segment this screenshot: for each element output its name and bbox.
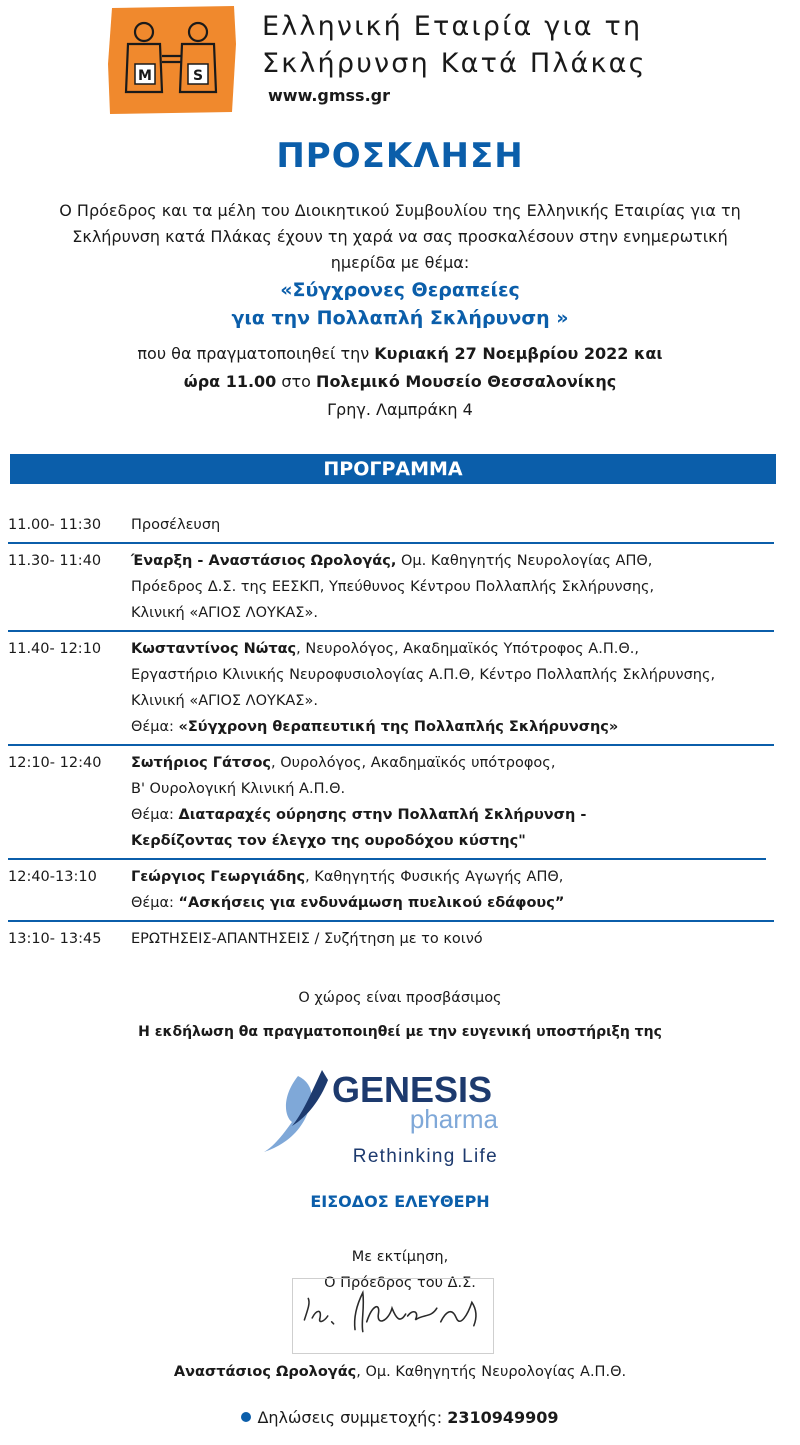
event-venue-line (0, 368, 800, 396)
program-line-bold: «Σύγχρονη θεραπευτική της Πολλαπλής Σκλήρυνσης» (178, 719, 619, 735)
program-line-prefix: Θέμα: (131, 895, 179, 911)
program-line (131, 636, 800, 662)
intro-line2: Σκλήρυνση κατά Πλάκας έχουν τη χαρά να σας προσκαλέσουν στην ενημερωτική (72, 227, 728, 246)
program-time: 12:40-13:10 (8, 869, 97, 885)
program-line (131, 600, 800, 626)
program-heading: ΠΡΟΓΡΑΜΜΑ (10, 454, 776, 484)
page-title: ΠΡΟΣΚΛΗΣΗ (276, 136, 524, 176)
org-name-line1: Ελληνική Εταιρία για τη (262, 11, 643, 42)
program-line-text: Ομ. Καθηγητής Νευρολογίας ΑΠΘ, (396, 553, 653, 569)
support-note: Η εκδήλωση θα πραγματοποιηθεί με την ευγενική υποστήριξη της (138, 1024, 662, 1040)
event-time: ώρα 11.00 (183, 372, 277, 391)
program-time: 13:10- 13:45 (8, 931, 102, 947)
program-line-text: Κλινική «ΑΓΙΟΣ ΛΟΥΚΑΣ». (131, 605, 318, 621)
program-row (0, 632, 800, 744)
event-details (0, 340, 800, 424)
program-time: 11.40- 12:10 (8, 641, 102, 657)
signature-image (292, 1278, 494, 1354)
sponsor-sub: pharma (409, 1104, 498, 1134)
bullet-icon (241, 1412, 251, 1422)
program-description (131, 746, 800, 858)
sponsor-tagline: Rethinking Life (352, 1146, 498, 1167)
program-line (131, 890, 800, 916)
program-line-prefix: Θέμα: (131, 807, 179, 823)
regards-line1: Με εκτίμηση, (351, 1249, 449, 1265)
accessibility-note: Ο χώρος είναι προσβάσιμος (298, 990, 502, 1006)
program-time: 11.00- 11:30 (8, 517, 102, 533)
intro-line3: ημερίδα με θέμα: (330, 253, 470, 272)
program-description (131, 860, 800, 920)
program-time: 11.30- 11:40 (8, 553, 102, 569)
program-description (131, 632, 800, 744)
program-line (131, 750, 800, 776)
contact-phone[interactable]: 2310949909 (447, 1408, 559, 1427)
signer-title: , Ομ. Καθηγητής Νευρολογίας Α.Π.Θ. (356, 1364, 627, 1380)
program-line (131, 828, 800, 854)
program-line-bold: Γεώργιος Γεωργιάδης (131, 869, 306, 885)
program-line (131, 574, 800, 600)
program-line-bold: Έναρξη - Αναστάσιος Ωρολογάς, (131, 553, 397, 569)
program-time: 12:10- 12:40 (8, 755, 102, 771)
contact-label: Δηλώσεις συμμετοχής: (257, 1408, 448, 1427)
topic-line1: «Σύγχρονες Θεραπείες (280, 279, 520, 301)
program-row (0, 544, 800, 630)
program-row (0, 508, 800, 542)
org-name-line2: Σκλήρυνση Κατά Πλάκας (262, 48, 647, 79)
program-line-bold: Διαταραχές ούρησης στην Πολλαπλή Σκλήρυνση - (178, 807, 587, 823)
program-description (131, 544, 800, 630)
program-line-text: Εργαστήριο Κλινικής Νευροφυσιολογίας Α.Π.Θ, Κέντρο Πολλαπλής Σκλήρυνσης, (131, 667, 716, 683)
signer-name: Αναστάσιος Ωρολογάς (173, 1364, 357, 1380)
logo-letter-s: S (192, 68, 204, 84)
signer (0, 1364, 800, 1380)
program-line (131, 864, 800, 890)
program-line-text: Κλινική «ΑΓΙΟΣ ΛΟΥΚΑΣ». (131, 693, 318, 709)
program-line-text: , Νευρολόγος, Ακαδημαϊκός Υπότροφος Α.Π.Θ., (296, 641, 639, 657)
website-link[interactable]: www.gmss.gr (268, 86, 390, 105)
program-line (131, 548, 800, 574)
program-line-text: Πρόεδρος Δ.Σ. της ΕΕΣΚΠ, Υπεύθυνος Κέντρου Πολλαπλής Σκλήρυνσης, (131, 579, 655, 595)
gmss-logo (106, 4, 238, 116)
program-line-bold: Σωτήριος Γάτσος (131, 755, 272, 771)
free-entry-note: ΕΙΣΟΔΟΣ ΕΛΕΥΘΕΡΗ (310, 1192, 490, 1211)
sponsor-name: GENESIS (332, 1069, 493, 1110)
program-table (0, 508, 800, 956)
program-line (131, 776, 800, 802)
regards-line2: Ο Πρόεδρος του Δ.Σ. (324, 1275, 476, 1291)
program-line (131, 688, 800, 714)
program-description (131, 508, 800, 542)
event-venue: Πολεμικό Μουσείο Θεσσαλονίκης (316, 372, 617, 391)
program-line-bold: Κωσταντίνος Νώτας (131, 641, 297, 657)
program-line-text: , Καθηγητής Φυσικής Αγωγής ΑΠΘ, (305, 869, 564, 885)
program-row (0, 746, 800, 858)
event-date-line (0, 340, 800, 368)
logo-letter-m: M (138, 68, 152, 84)
program-description (131, 922, 800, 956)
program-line-bold: Κερδίζοντας τον έλεγχο της ουροδόχου κύστης" (131, 833, 526, 849)
event-topic (0, 276, 800, 332)
intro-line1: Ο Πρόεδρος και τα μέλη του Διοικητικού Συμβουλίου της Ελληνικής Εταιρίας για τη (59, 201, 741, 220)
intro-text (20, 198, 780, 276)
program-line (131, 926, 800, 952)
program-line-text: , Ουρολόγος, Ακαδημαϊκός υπότροφος, (271, 755, 556, 771)
program-line-text: ΕΡΩΤΗΣΕΙΣ-ΑΠΑΝΤΗΣΕΙΣ / Συζήτηση με το κοινό (131, 931, 483, 947)
program-row (0, 860, 800, 920)
genesis-pharma-logo (262, 1066, 522, 1170)
program-line (131, 802, 800, 828)
program-line (131, 662, 800, 688)
program-line-text: Προσέλευση (131, 517, 221, 533)
event-address: Γρηγ. Λαμπράκη 4 (327, 400, 473, 419)
topic-line2: για την Πολλαπλή Σκλήρυνση » (231, 307, 569, 329)
program-line-text: Β' Ουρολογική Κλινική Α.Π.Θ. (131, 781, 346, 797)
program-line-prefix: Θέμα: (131, 719, 179, 735)
event-date: Κυριακή 27 Νοεμβρίου 2022 και (374, 344, 663, 363)
organization-name (262, 8, 647, 82)
program-line (131, 512, 800, 538)
program-row (0, 922, 800, 956)
contact-line (0, 1408, 800, 1427)
header (0, 0, 800, 120)
event-venue-prefix: στο (276, 372, 317, 391)
event-date-prefix: που θα πραγματοποιηθεί την (137, 344, 375, 363)
program-line (131, 714, 800, 740)
program-line-bold: “Ασκήσεις για ενδυνάμωση πυελικού εδάφους” (178, 895, 565, 911)
